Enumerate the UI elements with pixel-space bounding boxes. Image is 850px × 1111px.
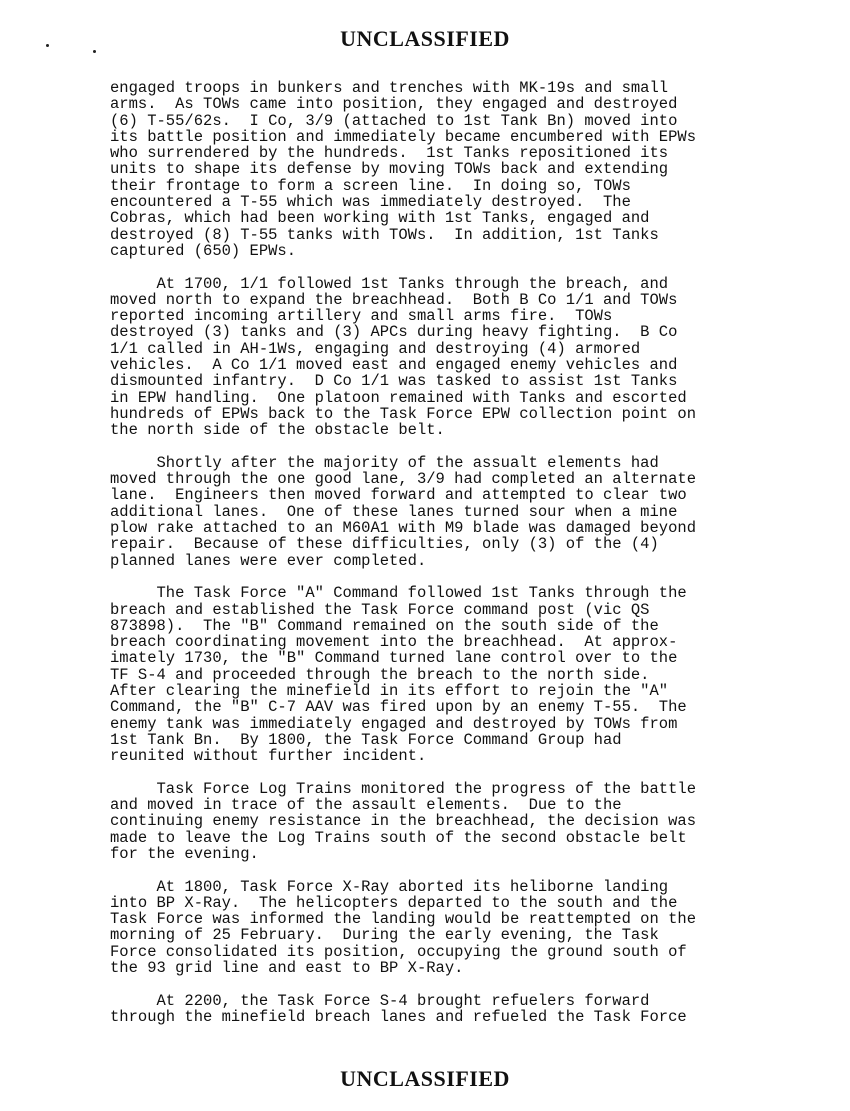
text-line: At 1700, 1/1 followed 1st Tanks through the breach, and — [110, 274, 669, 293]
text-line: destroyed (3) tanks and (3) APCs during heavy fighting. B Co — [110, 323, 678, 342]
paragraph — [110, 585, 770, 764]
text-line: 873898). The "B" Command remained on the south side of the — [110, 616, 659, 635]
text-line: the 93 grid line and east to BP X-Ray. — [110, 959, 464, 978]
classification-footer: UNCLASSIFIED — [340, 1066, 510, 1091]
text-line: arms. As TOWs came into position, they engaged and destroyed — [110, 95, 678, 114]
document-body — [110, 80, 770, 1042]
text-line: vehicles. A Co 1/1 moved east and engaged enemy vehicles and — [110, 356, 678, 375]
text-line: Task Force Log Trains monitored the progress of the battle — [110, 779, 696, 798]
text-line: into BP X-Ray. The helicopters departed to the south and the — [110, 893, 678, 912]
text-line: hundreds of EPWs back to the Task Force EPW collection point on — [110, 404, 696, 423]
text-line: (6) T-55/62s. I Co, 3/9 (attached to 1st Tank Bn) moved into — [110, 111, 678, 130]
paragraph — [110, 455, 770, 569]
text-line: The Task Force "A" Command followed 1st Tanks through the — [110, 584, 687, 603]
text-line: units to shape its defense by moving TOWs back and extending — [110, 160, 669, 179]
text-line: After clearing the minefield in its effort to rejoin the "A" — [110, 681, 669, 700]
text-line: and moved in trace of the assault elements. Due to the — [110, 796, 622, 815]
text-line: through the minefield breach lanes and refueled the Task Force — [110, 1007, 687, 1026]
text-line: breach coordinating movement into the breachhead. At approx- — [110, 633, 678, 652]
text-line: encountered a T-55 which was immediately destroyed. The — [110, 193, 631, 212]
paragraph — [110, 879, 770, 977]
paragraph — [110, 80, 770, 259]
text-line: its battle position and immediately became encumbered with EPWs — [110, 127, 696, 146]
text-line: 1/1 called in AH-1Ws, engaging and destroying (4) armored — [110, 339, 641, 358]
text-line: the north side of the obstacle belt. — [110, 421, 445, 440]
text-line: who surrendered by the hundreds. 1st Tanks repositioned its — [110, 144, 669, 163]
text-line: dismounted infantry. D Co 1/1 was tasked to assist 1st Tanks — [110, 372, 678, 391]
text-line: Force consolidated its position, occupying the ground south of — [110, 942, 687, 961]
text-line: 1st Tank Bn. By 1800, the Task Force Command Group had — [110, 730, 622, 749]
text-line: their frontage to form a screen line. In doing so, TOWs — [110, 176, 631, 195]
text-line: At 2200, the Task Force S-4 brought refuelers forward — [110, 991, 650, 1010]
scan-speck — [46, 44, 49, 47]
text-line: planned lanes were ever completed. — [110, 551, 427, 570]
text-line: reported incoming artillery and small arms fire. TOWs — [110, 307, 613, 326]
text-line: engaged troops in bunkers and trenches with MK-19s and small — [110, 79, 669, 97]
scan-speck — [93, 50, 96, 53]
classification-header: UNCLASSIFIED — [340, 26, 510, 51]
text-line: morning of 25 February. During the early evening, the Task — [110, 926, 659, 945]
text-line: TF S-4 and proceeded through the breach to the north side. — [110, 665, 650, 684]
paragraph — [110, 781, 770, 862]
paragraph — [110, 993, 770, 1026]
text-line: Shortly after the majority of the assualt elements had — [110, 453, 659, 472]
text-line: Command, the "B" C-7 AAV was fired upon by an enemy T-55. The — [110, 698, 687, 717]
text-line: breach and established the Task Force command post (vic QS — [110, 600, 650, 619]
text-line: additional lanes. One of these lanes turned sour when a mine — [110, 502, 678, 521]
text-line: in EPW handling. One platoon remained with Tanks and escorted — [110, 388, 687, 407]
paragraph — [110, 276, 770, 439]
text-line: for the evening. — [110, 844, 259, 863]
text-line: moved through the one good lane, 3/9 had completed an alternate — [110, 470, 696, 489]
text-line: Task Force was informed the landing would be reattempted on the — [110, 910, 696, 929]
text-line: plow rake attached to an M60A1 with M9 blade was damaged beyond — [110, 519, 696, 538]
text-line: moved north to expand the breachhead. Both B Co 1/1 and TOWs — [110, 290, 678, 309]
text-line: made to leave the Log Trains south of the second obstacle belt — [110, 828, 687, 847]
text-line: imately 1730, the "B" Command turned lane control over to the — [110, 649, 678, 668]
text-line: lane. Engineers then moved forward and attempted to clear two — [110, 486, 687, 505]
text-line: destroyed (8) T-55 tanks with TOWs. In addition, 1st Tanks — [110, 225, 659, 244]
text-line: captured (650) EPWs. — [110, 241, 297, 260]
text-line: Cobras, which had been working with 1st Tanks, engaged and — [110, 209, 650, 228]
text-line: At 1800, Task Force X-Ray aborted its heliborne landing — [110, 877, 669, 896]
text-line: reunited without further incident. — [110, 747, 427, 766]
text-line: repair. Because of these difficulties, only (3) of the (4) — [110, 535, 659, 554]
text-line: enemy tank was immediately engaged and destroyed by TOWs from — [110, 714, 678, 733]
text-line: continuing enemy resistance in the breachhead, the decision was — [110, 812, 696, 831]
